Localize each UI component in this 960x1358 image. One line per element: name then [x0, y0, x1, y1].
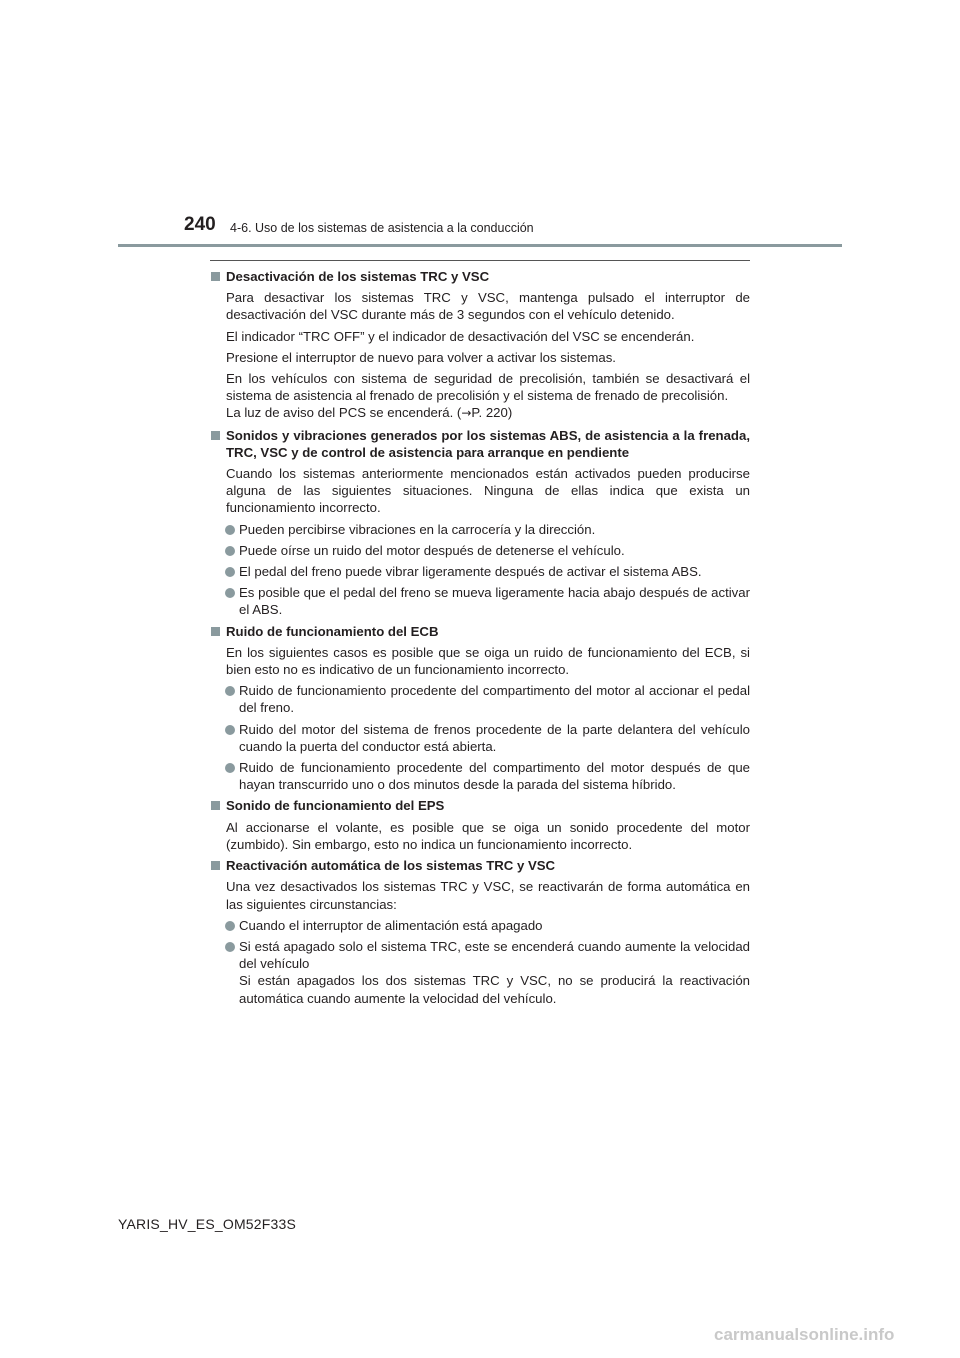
list-item-text: Si está apagado solo el sistema TRC, este se encenderá cuando aumente la velocidad del vehículo [239, 938, 750, 972]
paragraph: Para desactivar los sistemas TRC y VSC, mantenga pulsado el interruptor de desactivación del VSC durante más de 3 segundos con el vehículo detenido. [226, 290, 750, 323]
circle-bullet-icon [225, 942, 235, 952]
square-bullet-icon [211, 861, 220, 870]
list-item [210, 563, 750, 580]
list-item [210, 542, 750, 559]
chapter-title: 4-6. Uso de los sistemas de asistencia a la conducción [230, 221, 534, 235]
heading-text: Desactivación de los sistemas TRC y VSC [226, 269, 490, 284]
square-bullet-icon [211, 801, 220, 810]
header-rule [118, 244, 842, 247]
list-item-text: Puede oírse un ruido del motor después de detenerse el vehículo. [239, 542, 625, 558]
list-item-text: Si están apagados los dos sistemas TRC y VSC, no se producirá la reactivación automática cuando aumente la velocidad del vehículo. [239, 973, 750, 1006]
paragraph: El indicador “TRC OFF” y el indicador de desactivación del VSC se encenderán. [226, 328, 695, 344]
circle-bullet-icon [225, 725, 235, 735]
page-reference-link[interactable]: P. 220) [471, 405, 513, 421]
section-heading-sounds-vibrations [210, 427, 750, 461]
document-code: YARIS_HV_ES_OM52F33S [118, 1216, 297, 1232]
list-item-text: Es posible que el pedal del freno se mueva ligeramente hacia abajo después de activar el ABS. [239, 585, 750, 618]
paragraph-text: La luz de aviso del PCS se encenderá. ( [226, 405, 462, 421]
section-rule [210, 260, 750, 261]
paragraph: Cuando los sistemas anteriormente mencionados están activados pueden producirse alguna de las siguientes situaciones. Ninguna de ellas indica que exista un funcionamiento incorrecto. [226, 466, 750, 516]
list-item [210, 521, 750, 538]
list-item [210, 917, 750, 934]
heading-text: Sonidos y vibraciones generados por los sistemas ABS, de asistencia a la frenada, TRC, VSC y de control de asistencia para arranque en pendiente [226, 427, 750, 460]
list-item-text: El pedal del freno puede vibrar ligeramente después de activar el sistema ABS. [239, 564, 702, 580]
list-item-text: Ruido de funcionamiento procedente del compartimento del motor después de que hayan transcurrido uno o dos minutos desde la parada del sistema híbrido. [239, 760, 750, 793]
watermark: carmanualsonline.info [714, 1325, 895, 1344]
circle-bullet-icon [225, 921, 235, 931]
list-item-text: Ruido del motor del sistema de frenos procedente de la parte delantera del vehículo cuando la puerta del conductor está abierta. [239, 721, 750, 754]
heading-text: Ruido de funcionamiento del ECB [226, 623, 439, 639]
arrow-right-icon: → [461, 406, 472, 421]
heading-text: Reactivación automática de los sistemas TRC y VSC [226, 858, 556, 874]
list-item [210, 721, 750, 755]
circle-bullet-icon [225, 686, 235, 696]
circle-bullet-icon [225, 567, 235, 577]
paragraph-text: En los vehículos con sistema de seguridad de precolisión, también se desactivará el sistema de asistencia al frenado de precolisión y el sistema de frenado de precolisión. [226, 371, 750, 404]
list-item-text: Cuando el interruptor de alimentación está apagado [239, 917, 543, 933]
square-bullet-icon [211, 627, 220, 636]
list-item [210, 938, 750, 1007]
paragraph: Presione el interruptor de nuevo para volver a activar los sistemas. [226, 349, 616, 365]
heading-text: Sonido de funcionamiento del EPS [226, 798, 445, 814]
section-heading-trc-vsc-off [210, 268, 750, 285]
page-content [210, 268, 750, 1011]
page-number: 240 [184, 214, 216, 235]
circle-bullet-icon [225, 588, 235, 598]
paragraph: Una vez desactivados los sistemas TRC y VSC, se reactivarán de forma automática en las siguientes circunstancias: [226, 879, 750, 912]
list-item [210, 584, 750, 618]
paragraph-pcs [210, 370, 750, 423]
section-heading-eps-sound [210, 797, 750, 814]
square-bullet-icon [211, 431, 220, 440]
list-item-text: Ruido de funcionamiento procedente del compartimento del motor al accionar el pedal del freno. [239, 683, 750, 716]
list-item [210, 759, 750, 793]
section-heading-ecb-noise [210, 623, 750, 640]
section-heading-auto-reactivation [210, 857, 750, 874]
list-item-text: Pueden percibirse vibraciones en la carrocería y la dirección. [239, 521, 596, 537]
paragraph: En los siguientes casos es posible que se oiga un ruido de funcionamiento del ECB, si bien esto no es indicativo de un funcionamiento incorrecto. [226, 644, 750, 678]
circle-bullet-icon [225, 546, 235, 556]
circle-bullet-icon [225, 525, 235, 535]
paragraph: Al accionarse el volante, es posible que se oiga un sonido procedente del motor (zumbido). Sin embargo, esto no indica un funcionamiento incorrecto. [226, 819, 750, 852]
list-item [210, 682, 750, 716]
square-bullet-icon [211, 272, 220, 281]
circle-bullet-icon [225, 763, 235, 773]
